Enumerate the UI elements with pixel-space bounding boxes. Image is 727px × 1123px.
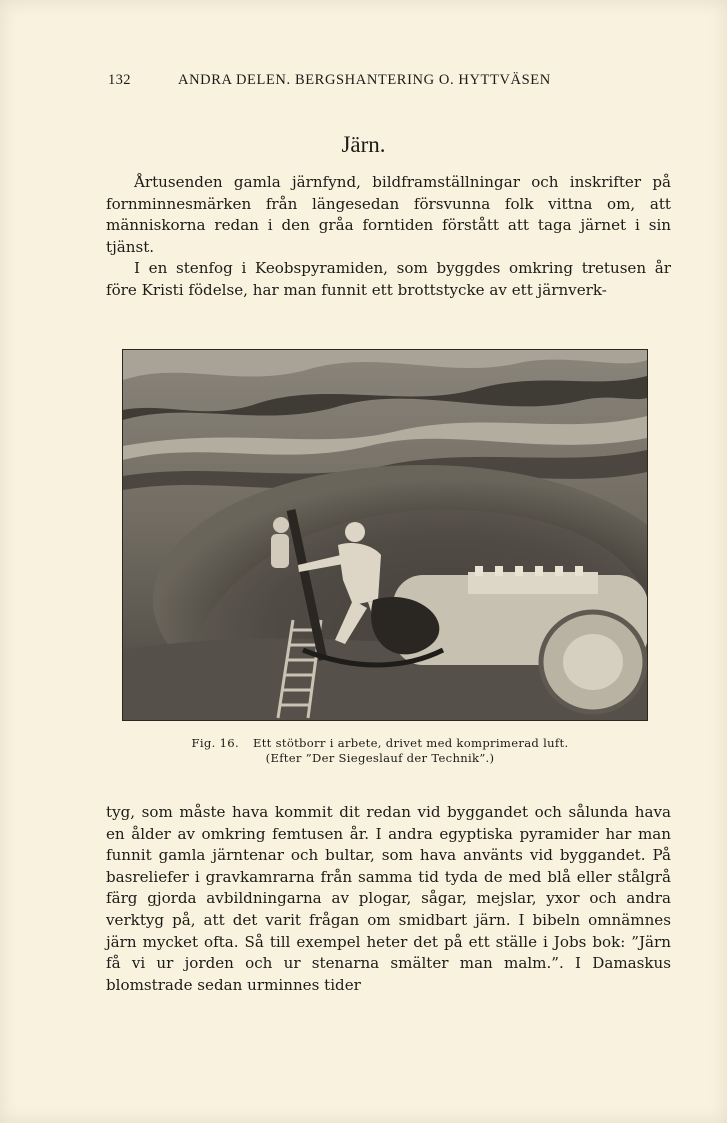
figure-caption	[150, 736, 610, 766]
figure-photo	[122, 349, 648, 721]
paragraph-1: Årtusenden gamla järnfynd, bildframställningar och inskrifter på fornminnesmärken från längesedan försvunna folk vittna om, att människorna redan i den gråa forntiden förstått att taga järnet i sin tjänst.	[106, 173, 671, 256]
caption-line-2: (Efter ”Der Siegeslauf der Technik”.)	[265, 751, 495, 765]
paragraph-2: I en stenfog i Keobspyramiden, som byggdes omkring tretusen år före Kristi födelse, har man funnit ett brottstycke av ett järnverk-	[106, 259, 671, 299]
caption-text: Ett stötborr i arbete, drivet med komprimerad luft.	[252, 736, 569, 750]
page-number: 132	[108, 72, 131, 88]
caption-line-1	[150, 736, 610, 751]
running-title: ANDRA DELEN. BERGSHANTERING O. HYTTVÄSEN	[178, 72, 551, 88]
mine-drill-photo	[123, 350, 647, 720]
paragraph-3: tyg, som måste hava kommit dit redan vid byggandet och sålunda hava en ålder av omkring femtusen år. I andra egyptiska pyramider har man funnit gamla järntenar och bultar, som hava använts vid byggandet. På basreliefer i gravkamrarna från samma tid tyda de med blå eller stålgrå färg gjorda avbildningarna av plogar, sågar, mejslar, yxor och andra verktyg på, att det varit frågan om smidbart järn. I bibeln omnämnes järn mycket ofta. Så till exempel heter det på ett ställe i Jobs bok: ”Järn få vi ur jorden och ur stenarna smälter man malm.”. I Damaskus blomstrade sedan urminnes tider	[106, 803, 671, 994]
figure-label: Fig. 16.	[191, 736, 239, 750]
running-header	[108, 72, 608, 92]
section-title: Järn.	[341, 132, 386, 157]
